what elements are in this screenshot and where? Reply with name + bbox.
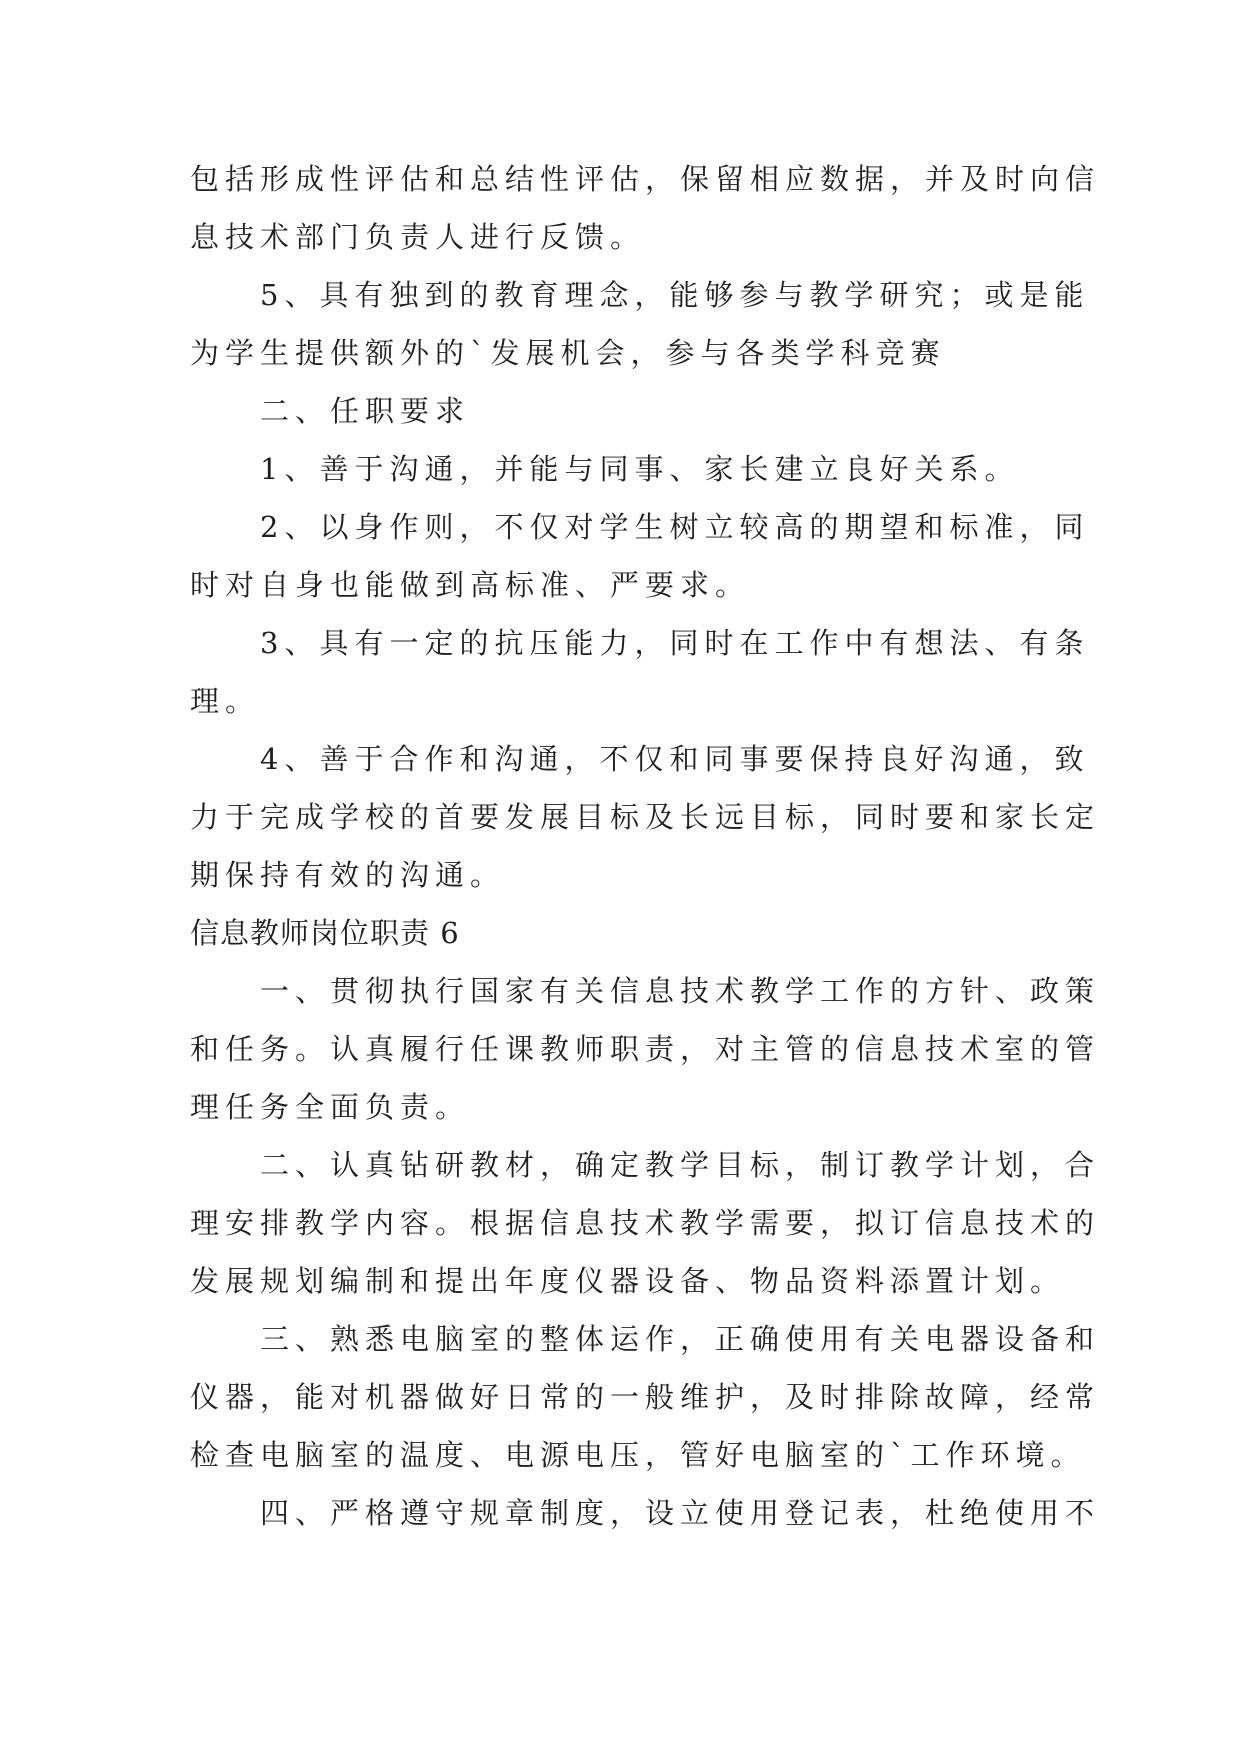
paragraph-line: 期保持有效的沟通。 [190,858,506,892]
paragraph-line: 5、具有独到的教育理念，能够参与教学研究；或是能 [260,278,1090,312]
paragraph-line: 息技术部门负责人进行反馈。 [190,220,646,254]
paragraph-line: 4、善于合作和沟通，不仅和同事要保持良好沟通，致 [260,742,1090,776]
paragraph-line: 力于完成学校的首要发展目标及长远目标，同时要和家长定 [190,800,1101,834]
document-page [190,150,1101,1542]
paragraph-line: 时对自身也能做到高标准、严要求。 [190,568,751,602]
paragraph-line: 一、贯彻执行国家有关信息技术教学工作的方针、政策 [260,974,1101,1008]
document-title: 信息教师岗位职责 6 [190,916,460,950]
paragraph-line: 为学生提供额外的`发展机会，参与各类学科竞赛 [190,336,946,370]
paragraph-line: 理。 [190,684,261,718]
paragraph-line: 理安排教学内容。根据信息技术教学需要，拟订信息技术的 [190,1206,1101,1240]
paragraph-line: 二、认真钻研教材，确定教学目标，制订教学计划，合 [260,1148,1101,1182]
paragraph-line: 四、严格遵守规章制度，设立使用登记表，杜绝使用不 [260,1496,1101,1530]
paragraph-line: 三、熟悉电脑室的整体运作，正确使用有关电器设备和 [260,1322,1101,1356]
paragraph-line: 1、善于沟通，并能与同事、家长建立良好关系。 [260,452,1020,486]
paragraph-line: 理任务全面负责。 [190,1090,471,1124]
section-heading: 二、任职要求 [260,394,471,428]
paragraph-line: 3、具有一定的抗压能力，同时在工作中有想法、有条 [260,626,1090,660]
paragraph-line: 2、以身作则，不仅对学生树立较高的期望和标准，同 [260,510,1090,544]
paragraph-line: 仪器，能对机器做好日常的一般维护，及时排除故障，经常 [190,1380,1101,1414]
paragraph-line: 检查电脑室的温度、电源电压，管好电脑室的`工作环境。 [190,1438,1086,1472]
paragraph-line: 和任务。认真履行任课教师职责，对主管的信息技术室的管 [190,1032,1101,1066]
paragraph-line: 包括形成性评估和总结性评估，保留相应数据，并及时向信 [190,162,1101,196]
paragraph-line: 发展规划编制和提出年度仪器设备、物品资料添置计划。 [190,1264,1066,1298]
